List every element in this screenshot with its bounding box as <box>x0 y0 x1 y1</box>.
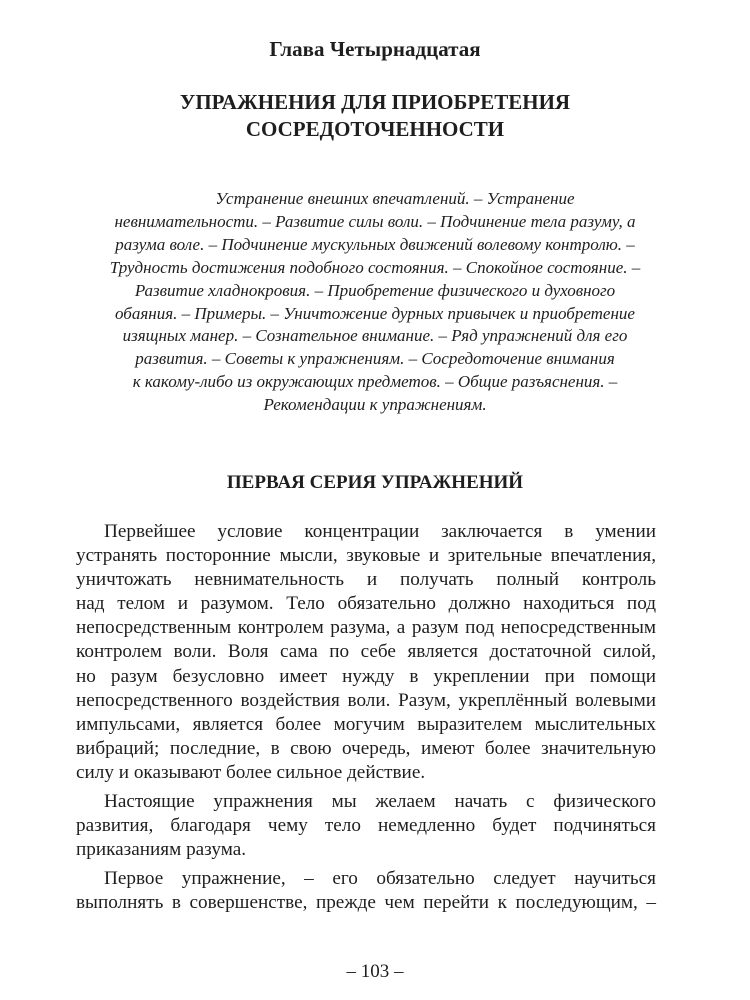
body-text <box>76 520 656 916</box>
paragraph-line: уничтожать невнимательность и получать полный контроль <box>76 569 656 591</box>
summary-line: изящных манер. – Сознательное внимание. – Ряд упражнений для его <box>122 326 628 346</box>
section-heading: ПЕРВАЯ СЕРИЯ УПРАЖНЕНИЙ <box>226 472 524 493</box>
paragraph-line: приказаниям разума. <box>76 839 247 861</box>
paragraph-line: контролем воли. Воля сама по себе является достаточной силой, <box>76 641 656 663</box>
summary-line: невнимательности. – Развитие силы воли. – Подчинение тела разуму, а <box>114 211 636 231</box>
chapter-title <box>0 89 750 143</box>
chapter-title-line: СОСРЕДОТОЧЕННОСТИ <box>245 117 505 141</box>
chapter-summary <box>70 188 680 417</box>
paragraph-line: устранять посторонние мысли, звуковые и зрительные впечатления, <box>76 545 656 567</box>
paragraph-line: Настоящие упражнения мы желаем начать с физического <box>104 791 656 813</box>
paragraph-line: непосредственным контролем разума, а разум под непосредственным <box>76 617 656 639</box>
summary-line: к какому-либо из окружающих предметов. – Общие разъяснения. – <box>132 372 618 392</box>
summary-line: обаяния. – Примеры. – Уничтожение дурных привычек и приобретение <box>115 303 635 323</box>
page-number: – 103 – <box>346 961 404 982</box>
summary-line: развития. – Советы к упражнениям. – Сосредоточение внимания <box>135 349 615 369</box>
paragraph-line: над телом и разумом. Тело обязательно должно находиться под <box>76 593 656 615</box>
summary-line: Развитие хладнокровия. – Приобретение физического и духовного <box>134 280 616 300</box>
summary-line: Трудность достижения подобного состояния. – Спокойное состояние. – <box>109 257 641 277</box>
summary-line: разума воле. – Подчинение мускульных движений волевому контролю. – <box>115 234 635 254</box>
paragraph-line: выполнять в совершенстве, прежде чем перейти к последующим, – <box>76 892 656 914</box>
paragraph-line: непосредственного воздействия воли. Разум, укреплённый волевыми <box>76 689 656 711</box>
paragraph-line: импульсами, является более могучим выразителем мыслительных <box>76 713 656 735</box>
paragraph-line: Первое упражнение, – его обязательно следует научиться <box>104 868 656 890</box>
paragraph-line: но разум безусловно имеет нужду в укреплении при помощи <box>76 665 656 687</box>
paragraph-line: силу и оказывают более сильное действие. <box>76 761 426 783</box>
paragraph-line: развития, благодаря чему тело немедленно будет подчиняться <box>76 815 656 837</box>
summary-line: Рекомендации к упражнениям. <box>263 395 487 415</box>
paragraph-line: Первейшее условие концентрации заключается в умении <box>104 521 656 542</box>
summary-line: Устранение внешних впечатлений. – Устранение <box>215 189 575 208</box>
chapter-title-line: УПРАЖНЕНИЯ ДЛЯ ПРИОБРЕТЕНИЯ <box>179 90 571 114</box>
paragraph-line: вибраций; последние, в свою очередь, имеют более значительную <box>76 737 656 759</box>
chapter-heading: Глава Четырнадцатая <box>269 37 481 61</box>
